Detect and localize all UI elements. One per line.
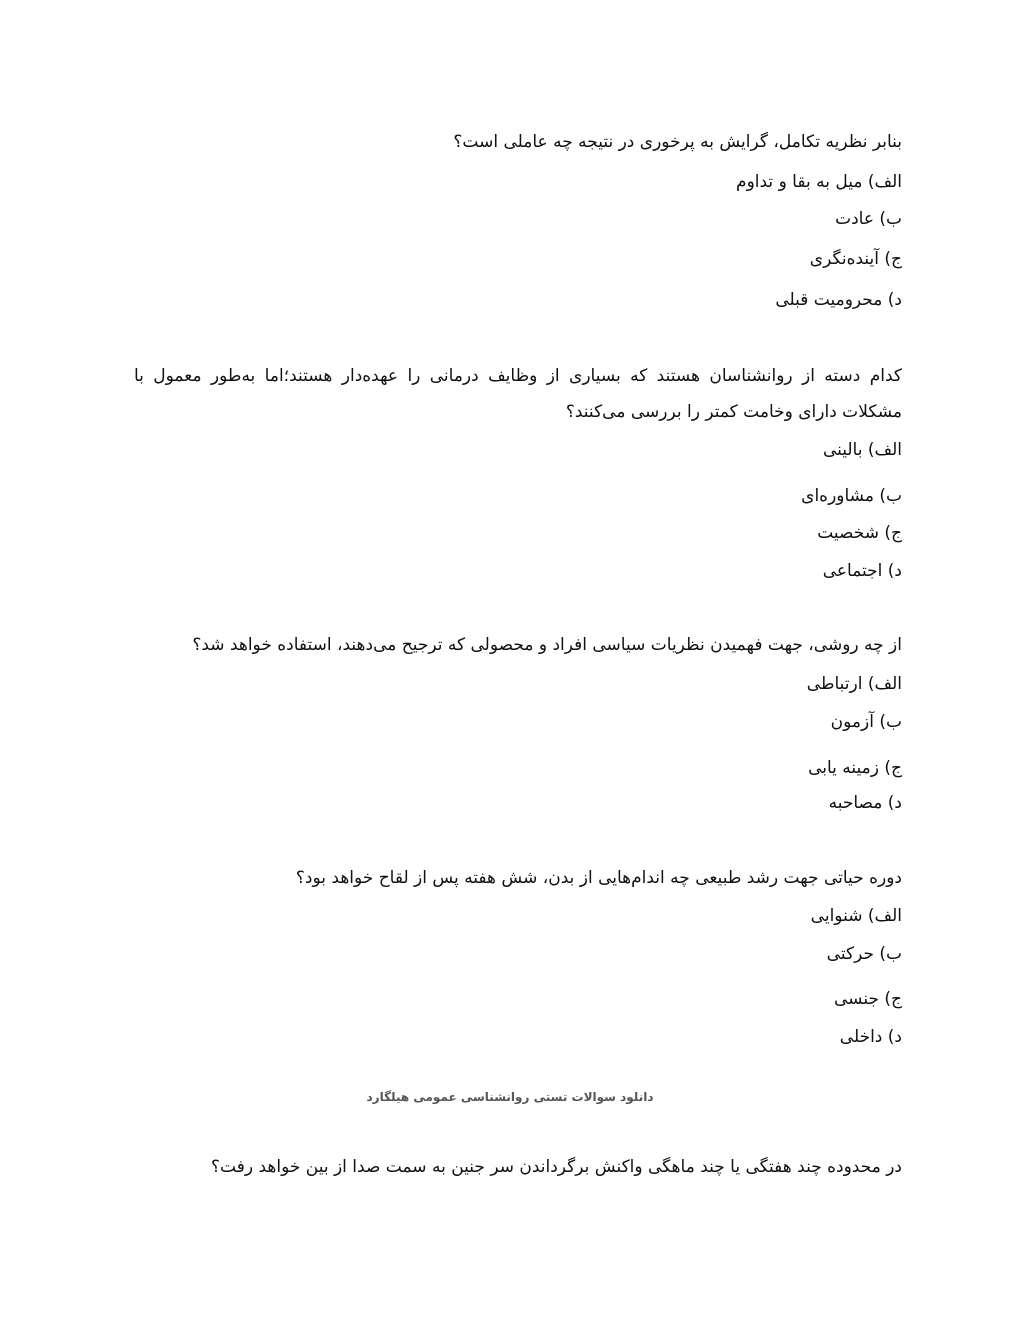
question-4-option-a: الف) شنوایی bbox=[810, 906, 902, 926]
question-3-option-a: الف) ارتباطی bbox=[806, 674, 902, 694]
question-3-option-b: ب) آزمون bbox=[830, 712, 902, 732]
question-3-option-d: د) مصاحبه bbox=[828, 793, 902, 813]
question-1-text: بنابر نظریه تکامل، گرایش به پرخوری در نتیجه چه عاملی است؟ bbox=[453, 132, 902, 152]
question-2-option-a: الف) بالینی bbox=[822, 440, 902, 460]
question-5-text: در محدوده چند هفتگی یا چند ماهگی واکنش برگرداندن سر جنین به سمت صدا از بین خواهد رفت؟ bbox=[211, 1157, 902, 1177]
question-3-text: از چه روشی، جهت فهمیدن نظریات سیاسی افراد و محصولی که ترجیح می‌دهند، استفاده خواهد شد؟ bbox=[192, 635, 902, 655]
question-2-text: کدام دسته از روانشناسان هستند که بسیاری از وظایف درمانی را عهده‌دار هستند؛اما به‌طور معمول با مشکلات دارای وخامت کمتر را بررسی می‌کنند؟ bbox=[134, 366, 902, 422]
question-2-option-c: ج) شخصیت bbox=[817, 523, 902, 543]
question-1-option-d: د) محرومیت قبلی bbox=[775, 290, 902, 310]
question-4-option-d: د) داخلی bbox=[839, 1027, 902, 1047]
question-2-option-b: ب) مشاوره‌ای bbox=[801, 486, 902, 506]
question-4-option-b: ب) حرکتی bbox=[826, 944, 902, 964]
question-1-option-c: ج) آینده‌نگری bbox=[809, 249, 902, 269]
question-4-option-c: ج) جنسی bbox=[834, 989, 902, 1009]
question-1-option-a: الف) میل به بقا و تداوم bbox=[736, 172, 902, 192]
question-2-option-d: د) اجتماعی bbox=[822, 561, 902, 581]
question-4-text: دوره حیاتی جهت رشد طبیعی چه اندام‌هایی از بدن، شش هفته پس از لقاح خواهد بود؟ bbox=[295, 868, 902, 888]
question-1-option-b: ب) عادت bbox=[835, 209, 902, 229]
download-link[interactable]: دانلود سوالات تستی روانشناسی عمومی هیلگارد bbox=[366, 1090, 654, 1104]
question-3-option-c: ج) زمینه یابی bbox=[808, 758, 902, 778]
